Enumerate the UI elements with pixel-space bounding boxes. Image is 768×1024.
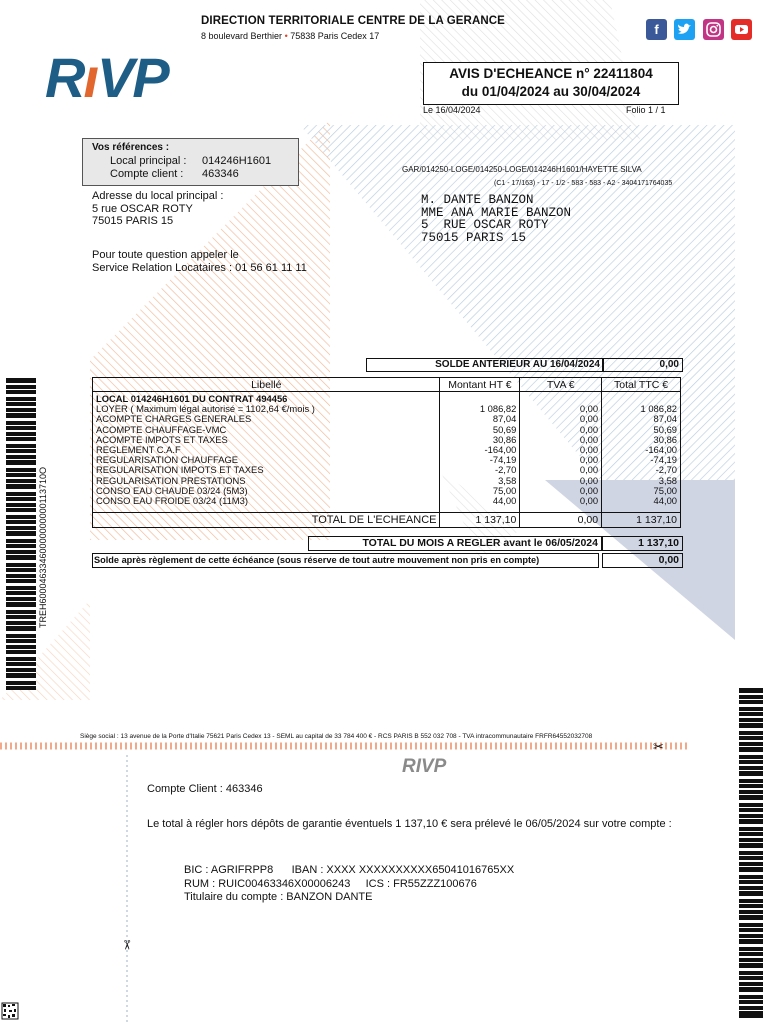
legal-footer: Siège social : 13 avenue de la Porte d'Italie 75621 Paris Cedex 13 - SEML au capital de 33 784 400 € - RCS PARIS B 552 032 708 - TVA intracommunautaire FRFR64552032708 [80, 733, 593, 740]
routing-line2: (C1 - 17/163) - 17 - 1/2 - 583 - 583 - A2 - 3404171764035 [494, 180, 673, 187]
org-address [201, 31, 379, 41]
rivp-logo [45, 45, 168, 110]
instagram-icon[interactable] [703, 19, 724, 40]
header-tva: TVA € [520, 378, 602, 392]
solde-apres-label: Solde après règlement de cette échéance (sous réserve de tout autre mouvement non pris en compte) [92, 553, 599, 568]
notice-title-box [423, 62, 679, 105]
barcode-left [6, 378, 36, 690]
youtube-icon[interactable] [731, 19, 752, 40]
section-title: LOCAL 014246H1601 DU CONTRAT 494456 [93, 392, 440, 405]
total-tva: 0,00 [520, 513, 602, 528]
coupon-bic-iban: BIC : AGRIFRPP8 IBAN : XXXX XXXXXXXXXX65041016765XX [184, 864, 515, 876]
solde-anterieur-label: SOLDE ANTERIEUR AU 16/04/2024 [366, 358, 604, 372]
row-tva: 0,00 [520, 496, 602, 506]
facebook-icon[interactable]: f [646, 19, 667, 40]
barcode-right [739, 688, 763, 1018]
row-total-ttc: 30,86 [602, 435, 681, 445]
row-tva: 0,00 [520, 404, 602, 414]
row-tva: 0,00 [520, 476, 602, 486]
row-label: REGULARISATION PRESTATIONS [93, 476, 440, 486]
row-total-ttc: 87,04 [602, 414, 681, 424]
compte-client-value: 463346 [202, 168, 239, 180]
org-address-city: 75838 Paris Cedex 17 [290, 31, 380, 41]
recipient-line4: 75015 PARIS 15 [421, 230, 527, 245]
row-label: ACOMPTE IMPOTS ET TAXES [93, 435, 440, 445]
row-total-ttc: 75,00 [602, 486, 681, 496]
row-montant-ht: 1 086,82 [440, 404, 520, 414]
row-label: REGLEMENT C.A.F [93, 445, 440, 455]
logo-i: ı [83, 46, 98, 109]
instagram-camera-icon [703, 19, 724, 40]
contact-info [92, 249, 307, 274]
recipient-line3: 5 RUE OSCAR ROTY [421, 218, 549, 232]
row-total-ttc: 3,58 [602, 476, 681, 486]
total-ttc: 1 137,10 [602, 513, 681, 528]
row-montant-ht: 3,58 [440, 476, 520, 486]
row-total-ttc: 1 086,82 [602, 404, 681, 414]
compte-client-label: Compte client : [110, 168, 184, 180]
coupon-rum-ics: RUM : RUIC00463346X00006243 ICS : FR55ZZZ100676 [184, 878, 477, 890]
coupon-logo: RIVP [402, 756, 447, 777]
total-label: TOTAL DE L'ECHEANCE [93, 513, 440, 528]
local-principal-label: Local principal : [110, 155, 187, 167]
coupon-holder: Titulaire du compte : BANZON DANTE [184, 891, 373, 903]
barcode-text: TREH60004633460000000000113710O [38, 467, 48, 628]
twitter-bird-icon [674, 19, 695, 40]
row-montant-ht: -164,00 [440, 445, 520, 455]
row-label: ACOMPTE CHAUFFAGE-VMC [93, 425, 440, 435]
datamatrix-code [2, 1003, 18, 1019]
local-address [92, 190, 223, 228]
routing-line1: GAR/014250-LOGE/014250-LOGE/014246H1601/HAYETTE SILVA [402, 165, 642, 174]
org-address-street: 8 boulevard Berthier [201, 31, 283, 41]
references-title: Vos références : [92, 142, 170, 153]
contact-line1: Pour toute question appeler le [92, 249, 239, 261]
logo-r: R [45, 46, 84, 109]
total-month-value: 1 137,10 [602, 536, 683, 551]
recipient-address [421, 194, 571, 244]
row-montant-ht: 44,00 [440, 496, 520, 506]
table-total-row [93, 513, 681, 528]
contact-line2: Service Relation Locataires : 01 56 61 11 11 [92, 261, 307, 274]
notice-title-line1: AVIS D'ECHEANCE n° 22411804 [449, 66, 653, 81]
row-total-ttc: 44,00 [602, 496, 681, 506]
row-total-ttc: -74,19 [602, 455, 681, 465]
row-montant-ht: 50,69 [440, 425, 520, 435]
row-montant-ht: 75,00 [440, 486, 520, 496]
local-address-label: Adresse du local principal : [92, 190, 224, 202]
row-total-ttc: 50,69 [602, 425, 681, 435]
row-tva: 0,00 [520, 465, 602, 475]
notice-date: Le 16/04/2024 [423, 105, 481, 115]
youtube-play-icon [731, 19, 752, 40]
row-montant-ht: -74,19 [440, 455, 520, 465]
row-montant-ht: -2,70 [440, 465, 520, 475]
row-tva: 0,00 [520, 435, 602, 445]
solde-anterieur-value: 0,00 [602, 358, 683, 372]
logo-vp: VP [97, 46, 168, 109]
scissors-icon: ✂ [653, 739, 664, 754]
solde-apres-value: 0,00 [602, 553, 683, 568]
row-label: CONSO EAU CHAUDE 03/24 (5M3) [93, 486, 440, 496]
row-tva: 0,00 [520, 414, 602, 424]
local-principal-value: 014246H1601 [202, 155, 272, 167]
local-address-line2: 75015 PARIS 15 [92, 215, 174, 227]
row-label: REGULARISATION IMPOTS ET TAXES [93, 465, 440, 475]
local-address-line1: 5 rue OSCAR ROTY [92, 202, 193, 215]
table-header-row [93, 378, 681, 392]
row-tva: 0,00 [520, 486, 602, 496]
charges-table [92, 377, 681, 528]
row-total-ttc: -2,70 [602, 465, 681, 475]
header-libelle: Libellé [93, 378, 440, 392]
table-row [93, 496, 681, 506]
org-address-separator: • [284, 31, 288, 41]
row-tva: 0,00 [520, 425, 602, 435]
row-label: CONSO EAU FROIDE 03/24 (11M3) [93, 496, 440, 506]
row-montant-ht: 87,04 [440, 414, 520, 424]
row-total-ttc: -164,00 [602, 445, 681, 455]
row-label: REGULARISATION CHAUFFAGE [93, 455, 440, 465]
header-total-ttc: Total TTC € [602, 378, 681, 392]
recipient-line2: MME ANA MARIE BANZON [421, 205, 572, 220]
total-month-label: TOTAL DU MOIS A REGLER avant le 06/05/2024 [308, 536, 602, 551]
scissors-vertical-icon: ✂ [119, 939, 135, 951]
coupon-client: Compte Client : 463346 [147, 783, 263, 795]
recipient-line1: M. DANTE BANZON [421, 193, 534, 207]
header-montant-ht: Montant HT € [440, 378, 520, 392]
row-label: LOYER ( Maximum légal autorisé = 1102,64 €/mois ) [93, 404, 440, 414]
row-tva: 0,00 [520, 445, 602, 455]
row-tva: 0,00 [520, 455, 602, 465]
total-ht: 1 137,10 [440, 513, 520, 528]
org-title: DIRECTION TERRITORIALE CENTRE DE LA GERANCE [201, 15, 505, 27]
coupon-sentence: Le total à régler hors dépôts de garantie éventuels 1 137,10 € sera prélevé le 06/05/2024 sur votre compte : [147, 818, 672, 830]
row-label: ACOMPTE CHARGES GENERALES [93, 414, 440, 424]
notice-title-line2: du 01/04/2024 au 30/04/2024 [461, 84, 641, 99]
twitter-icon[interactable] [674, 19, 695, 40]
row-montant-ht: 30,86 [440, 435, 520, 445]
notice-folio: Folio 1 / 1 [626, 105, 666, 115]
references-box [82, 138, 299, 186]
